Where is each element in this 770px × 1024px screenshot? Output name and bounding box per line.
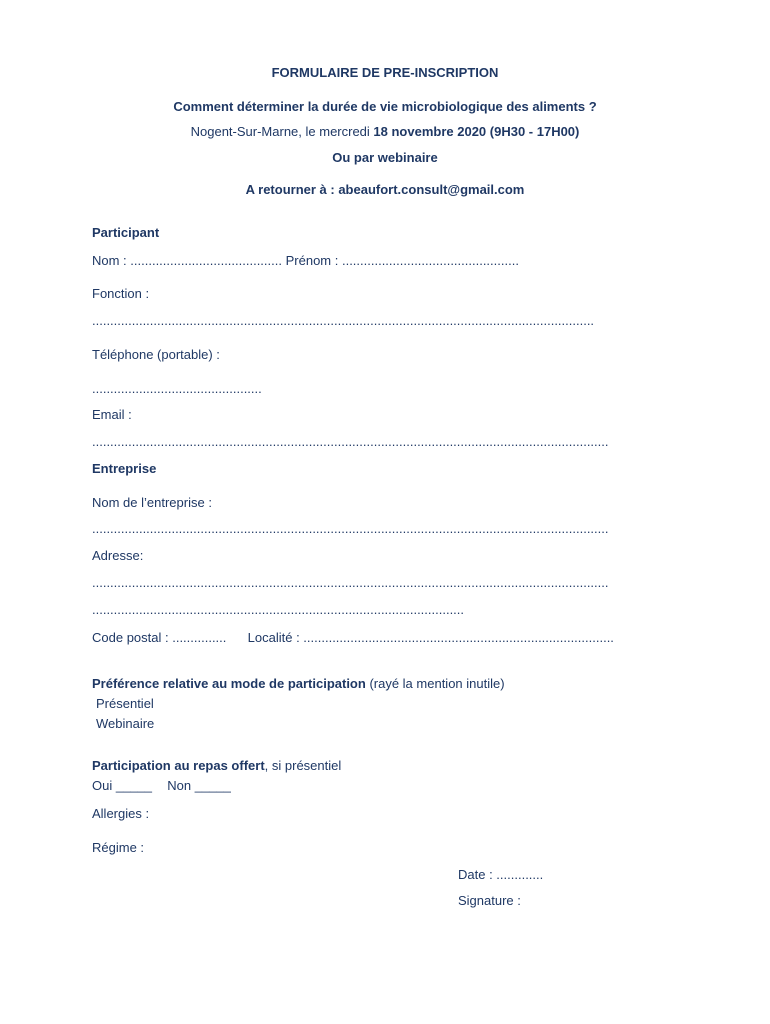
return-address: A retourner à : abeaufort.consult@gmail.com — [245, 182, 525, 197]
option-presentiel[interactable]: Présentiel — [96, 696, 154, 711]
address-field-1[interactable]: ............................................................................................................................................... — [92, 575, 609, 590]
address-field-2[interactable]: ....................................................................................................... — [92, 602, 465, 617]
event-time: (9H30 - 17H00) — [486, 124, 580, 139]
postal-city-row — [92, 630, 614, 646]
oui-field[interactable]: Oui _____ — [92, 778, 152, 793]
event-location-date — [0, 124, 770, 140]
preference-heading — [92, 676, 505, 692]
option-webinaire[interactable]: Webinaire — [96, 716, 155, 731]
repas-choice-row — [92, 778, 231, 794]
webinar-option: Ou par webinaire — [332, 150, 438, 165]
name-row — [92, 253, 519, 269]
fonction-label: Fonction : — [92, 286, 150, 301]
prenom-field[interactable]: Prénom : ................................................. — [285, 253, 519, 268]
entreprise-heading: Entreprise — [92, 461, 157, 476]
email-field[interactable]: ............................................................................................................................................... — [92, 434, 609, 449]
company-name-field[interactable]: ............................................................................................................................................... — [92, 521, 609, 536]
city-field[interactable]: Localité : ...................................................................................... — [247, 630, 614, 645]
email-label: Email : — [92, 407, 132, 422]
company-name-label: Nom de l’entreprise : — [92, 495, 212, 510]
repas-note: , si présentiel — [264, 758, 342, 773]
signature-field[interactable]: Signature : — [458, 893, 521, 908]
preference-heading-bold: Préférence relative au mode de participation — [92, 676, 366, 691]
participant-heading: Participant — [92, 225, 160, 240]
repas-heading — [92, 758, 341, 774]
telephone-label: Téléphone (portable) : — [92, 347, 220, 362]
allergies-label[interactable]: Allergies : — [92, 806, 150, 821]
address-label: Adresse: — [92, 548, 144, 563]
preference-note: (rayé la mention inutile) — [365, 676, 505, 691]
event-date: 18 novembre 2020 — [373, 124, 487, 139]
non-field[interactable]: Non _____ — [167, 778, 231, 793]
regime-label[interactable]: Régime : — [92, 840, 145, 855]
form-title: FORMULAIRE DE PRE-INSCRIPTION — [271, 65, 499, 80]
date-field[interactable]: Date : ............. — [458, 867, 544, 882]
telephone-field[interactable]: ............................................... — [92, 381, 262, 396]
repas-heading-bold: Participation au repas offert — [92, 758, 265, 773]
postal-code-field[interactable]: Code postal : ............... — [92, 630, 227, 645]
fonction-field[interactable]: ........................................................................................................................................... — [92, 313, 595, 328]
location-text: Nogent-Sur-Marne, le mercredi — [190, 124, 374, 139]
nom-field[interactable]: Nom : .......................................... — [92, 253, 282, 268]
form-subtitle: Comment déterminer la durée de vie microbiologique des aliments ? — [173, 99, 597, 114]
